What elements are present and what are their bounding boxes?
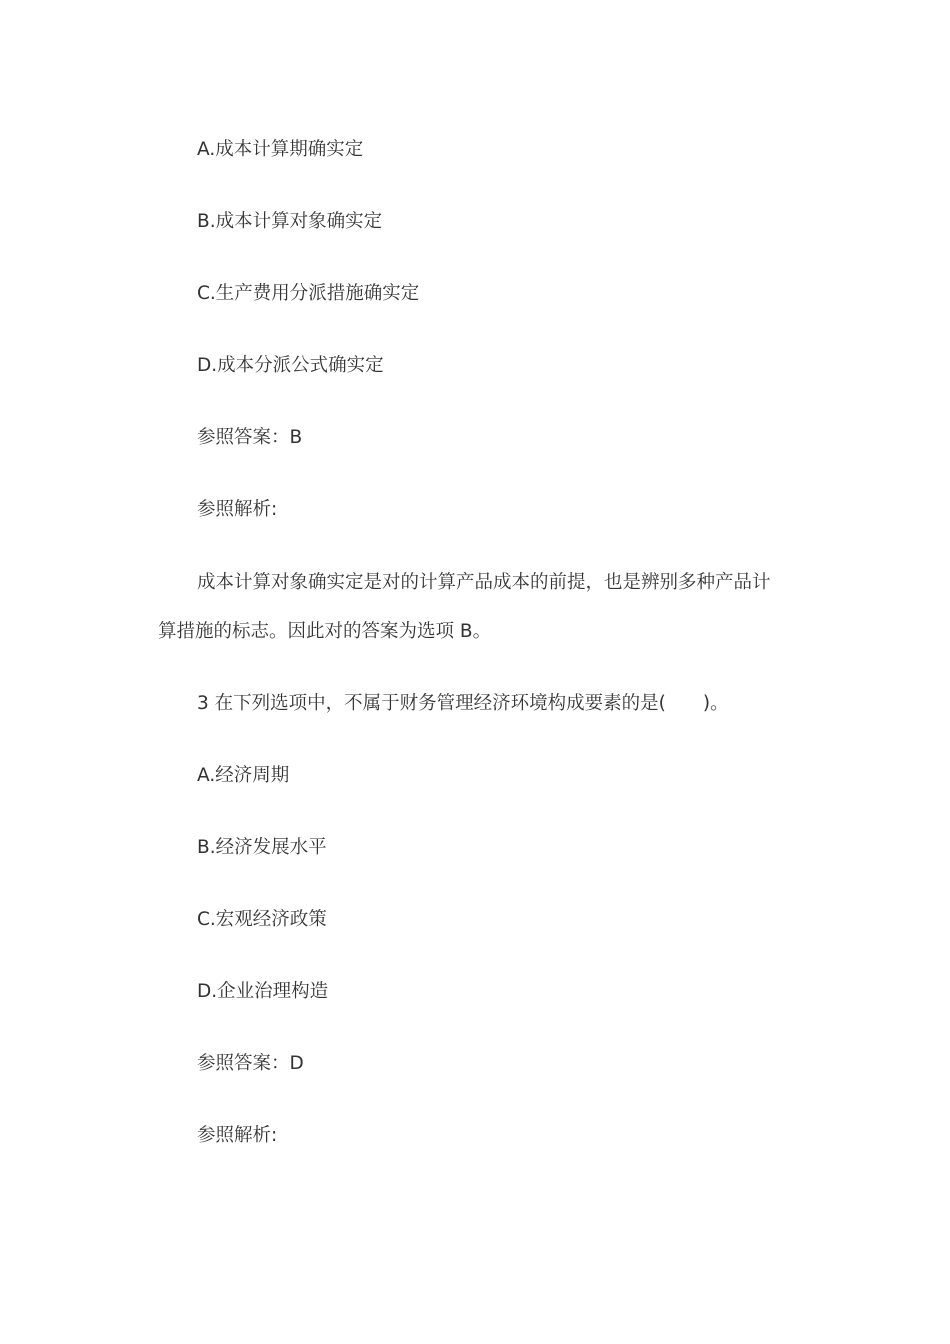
q3-option-b: B.经济发展水平 [197,837,327,858]
q3-option-c: C.宏观经济政策 [197,909,327,930]
q2-analysis-line1: 成本计算对象确实定是对的计算产品成本的前提，也是辨别多种产品计 [197,572,771,593]
q2-analysis-line2: 算措施的标志。因此对的答案为选项 B。 [158,621,492,642]
q2-analysis-label: 参照解析: [197,499,278,520]
q2-answer: 参照答案：B [197,427,303,448]
q2-option-b: B.成本计算对象确实定 [197,211,383,232]
q3-analysis-label: 参照解析: [197,1125,278,1146]
q2-option-a: A.成本计算期确实定 [197,139,364,160]
q3-question: 3 在下列选项中，不属于财务管理经济环境构成要素的是( )。 [197,693,729,714]
q2-option-c: C.生产费用分派措施确实定 [197,283,420,304]
q3-option-a: A.经济周期 [197,765,290,786]
q2-option-d: D.成本分派公式确实定 [197,355,384,376]
q3-answer: 参照答案：D [197,1053,304,1074]
q3-option-d: D.企业治理构造 [197,981,329,1002]
